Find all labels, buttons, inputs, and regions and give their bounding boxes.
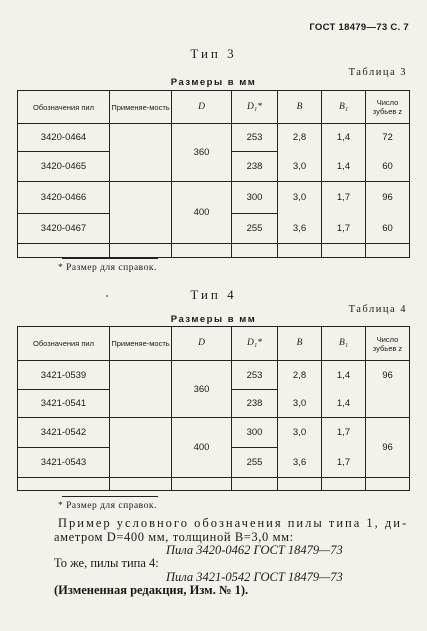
type3-dims-label: Размеры в мм: [170, 77, 257, 88]
cell-z: 60: [366, 152, 410, 182]
cell-B1: 1,7: [322, 448, 366, 478]
cell-B: 3,0: [278, 152, 322, 182]
cell-B: 3,6: [278, 214, 322, 244]
type4-table-label: Таблица 4: [348, 304, 407, 315]
cell-code: 3421-0542: [18, 418, 110, 448]
cell-z: 60: [366, 214, 410, 244]
col-B: B: [278, 91, 322, 124]
col-D1: D₁*: [232, 327, 278, 361]
example-line-6: (Измененная редакция, Изм. № 1).: [54, 583, 249, 597]
cell-B1: 1,7: [322, 214, 366, 244]
type4-table: [17, 326, 410, 491]
cell-D1: 255: [232, 448, 278, 478]
col-D1: D₁*: [232, 91, 278, 124]
cell-B: 2,8: [278, 124, 322, 152]
type4-dims-label: Размеры в мм: [170, 314, 257, 325]
cell-B1: 1,4: [322, 152, 366, 182]
cell-code: 3420-0467: [18, 214, 110, 244]
cell-D1: 300: [232, 418, 278, 448]
cell-B: 3,0: [278, 390, 322, 418]
cell-code: 3420-0465: [18, 152, 110, 182]
col-designation: Обозначения пил: [18, 327, 110, 361]
type3-header-row: [18, 91, 410, 124]
page-header: ГОСТ 18479—73 С. 7: [309, 22, 409, 33]
cell-D: 400: [172, 182, 232, 244]
col-B: B: [278, 327, 322, 361]
table-tail-row: [18, 478, 410, 491]
col-teeth: Число зубьев z: [366, 91, 410, 124]
table-tail-row: [18, 244, 410, 258]
cell-D1: 253: [232, 124, 278, 152]
example-line-4: То же, пилы типа 4:: [54, 556, 159, 570]
cell-applicability: [110, 124, 172, 182]
example-line-2: аметром D=400 мм, толщиной B=3,0 мм:: [54, 530, 294, 544]
col-applicability: Применяе-мость: [110, 91, 172, 124]
cell-B1: 1,4: [322, 124, 366, 152]
footnote-rule: [62, 496, 158, 497]
col-teeth: Число зубьев z: [366, 327, 410, 361]
col-B1: B₁: [322, 327, 366, 361]
cell-D1: 238: [232, 390, 278, 418]
cell-z: 72: [366, 124, 410, 152]
cell-z: 96: [366, 361, 410, 390]
table-row: [18, 361, 410, 390]
cell-code: 3421-0541: [18, 390, 110, 418]
col-designation: Обозначения пил: [18, 91, 110, 124]
cell-applicability: [110, 361, 172, 418]
cell-D1: 255: [232, 214, 278, 244]
cell-B1: 1,4: [322, 390, 366, 418]
cell-code: 3421-0539: [18, 361, 110, 390]
cell-z: 96: [366, 418, 410, 478]
cell-B: 3,0: [278, 182, 322, 214]
cell-B1: 1,4: [322, 361, 366, 390]
cell-B1: 1,7: [322, 182, 366, 214]
cell-code: 3420-0466: [18, 182, 110, 214]
cell-D: 360: [172, 124, 232, 182]
cell-applicability: [110, 182, 172, 244]
col-applicability: Применяе-мость: [110, 327, 172, 361]
cell-z: 96: [366, 182, 410, 214]
cell-B: 2,8: [278, 361, 322, 390]
col-D: D: [172, 91, 232, 124]
type4-footnote: * Размер для справок.: [58, 501, 157, 511]
col-B1: B₁: [322, 91, 366, 124]
cell-D: 360: [172, 361, 232, 418]
cell-B1: 1,7: [322, 418, 366, 448]
type3-table: [17, 90, 410, 258]
cell-applicability: [110, 418, 172, 478]
cell-B: 3,0: [278, 418, 322, 448]
cell-code: 3420-0464: [18, 124, 110, 152]
type4-title: Тип 4: [190, 287, 237, 302]
cell-D1: 300: [232, 182, 278, 214]
footnote-rule: [62, 258, 158, 259]
table-row: [18, 182, 410, 214]
cell-z: [366, 390, 410, 418]
table-row: [18, 418, 410, 448]
cell-D1: 238: [232, 152, 278, 182]
col-D: D: [172, 327, 232, 361]
type4-header-row: [18, 327, 410, 361]
example-line-1: Пример условного обозначения пилы типа 1, ди-: [58, 516, 409, 530]
example-line-5: Пила 3421-0542 ГОСТ 18479—73: [166, 570, 343, 584]
cell-code: 3421-0543: [18, 448, 110, 478]
type3-footnote: * Размер для справок.: [58, 263, 157, 273]
cell-D1: 253: [232, 361, 278, 390]
example-line-3: Пила 3420-0462 ГОСТ 18479—73: [166, 543, 343, 557]
cell-B: 3,6: [278, 448, 322, 478]
type3-title: Тип 3: [190, 46, 237, 61]
type3-table-label: Таблица 3: [348, 67, 407, 78]
table-row: [18, 124, 410, 152]
cell-D: 400: [172, 418, 232, 478]
